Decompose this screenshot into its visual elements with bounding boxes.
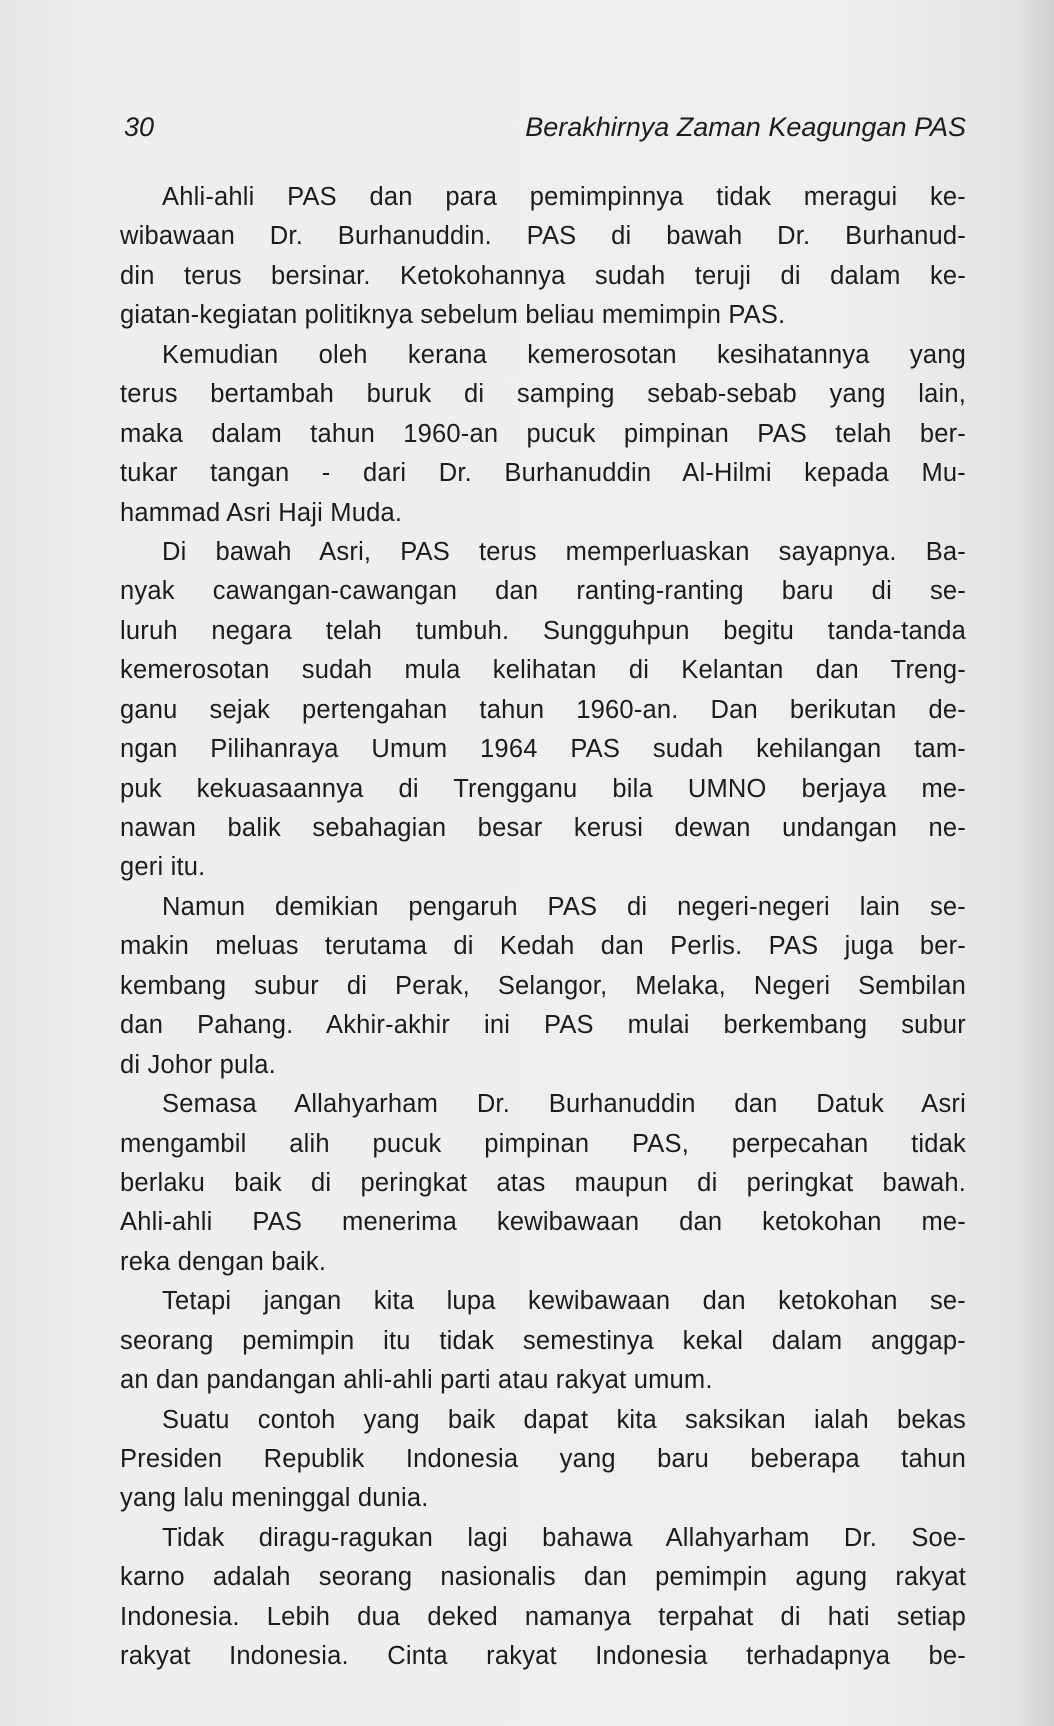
text-line: din terus bersinar. Ketokohannya sudah teruji di dalam ke- (120, 261, 966, 290)
text-line: Di bawah Asri, PAS terus memperluaskan sayapnya. Ba- (162, 537, 966, 566)
text-line: nyak cawangan-cawangan dan ranting-ranting baru di se- (120, 577, 966, 606)
paragraph (120, 888, 966, 1085)
text-line: Tetapi jangan kita lupa kewibawaan dan ketokohan se- (162, 1287, 966, 1316)
text-line: Indonesia. Lebih dua deked namanya terpahat di hati setiap (120, 1602, 966, 1631)
text-line: reka dengan baik. (120, 1247, 327, 1276)
text-line: puk kekuasaannya di Trengganu bila UMNO berjaya me- (120, 774, 966, 803)
text-line: yang lalu meninggal dunia. (120, 1484, 429, 1513)
text-line: nawan balik sebahagian besar kerusi dewan undangan ne- (120, 814, 966, 842)
paragraph (120, 336, 966, 533)
text-line: kemerosotan sudah mula kelihatan di Kelantan dan Treng- (120, 656, 966, 685)
text-line: Tidak diragu-ragukan lagi bahawa Allahyarham Dr. Soe- (162, 1523, 966, 1552)
text-line: mengambil alih pucuk pimpinan PAS, perpecahan tidak (120, 1129, 966, 1158)
text-line: ganu sejak pertengahan tahun 1960-an. Dan berikutan de- (120, 695, 966, 724)
text-line: ngan Pilihanraya Umum 1964 PAS sudah kehilangan tam- (120, 735, 966, 764)
text-line: wibawaan Dr. Burhanuddin. PAS di bawah Dr. Burhanud- (120, 222, 966, 251)
text-line: Semasa Allahyarham Dr. Burhanuddin dan Datuk Asri (162, 1090, 966, 1119)
text-line: di Johor pula. (120, 1050, 276, 1079)
text-line: maka dalam tahun 1960-an pucuk pimpinan PAS telah ber- (120, 419, 966, 448)
paragraph (120, 1085, 966, 1282)
paragraph (120, 178, 966, 336)
text-line: Presiden Republik Indonesia yang baru beberapa tahun (120, 1445, 966, 1473)
text-line: Kemudian oleh kerana kemerosotan kesihatannya yang (162, 340, 966, 369)
text-line: makin meluas terutama di Kedah dan Perlis. PAS juga ber- (120, 932, 966, 961)
paragraph (120, 533, 966, 888)
text-line: kembang subur di Perak, Selangor, Melaka, Negeri Sembilan (120, 971, 966, 1000)
text-line: hammad Asri Haji Muda. (120, 498, 403, 527)
text-line: Ahli-ahli PAS menerima kewibawaan dan ketokohan me- (120, 1208, 966, 1237)
body-text (120, 178, 966, 1677)
text-line: terus bertambah buruk di samping sebab-sebab yang lain, (120, 380, 966, 409)
page-number: 30 (124, 112, 155, 142)
text-line: an dan pandangan ahli-ahli parti atau rakyat umum. (120, 1366, 713, 1395)
text-line: giatan-kegiatan politiknya sebelum beliau memimpin PAS. (120, 301, 786, 330)
text-line: luruh negara telah tumbuh. Sungguhpun begitu tanda-tanda (120, 616, 966, 645)
text-line: rakyat Indonesia. Cinta rakyat Indonesia terhadapnya be- (120, 1642, 966, 1671)
text-line: Namun demikian pengaruh PAS di negeri-negeri lain se- (162, 892, 966, 921)
text-line: karno adalah seorang nasionalis dan pemimpin agung rakyat (120, 1563, 966, 1592)
text-line: dan Pahang. Akhir-akhir ini PAS mulai berkembang subur (120, 1011, 966, 1040)
text-line: Suatu contoh yang baik dapat kita saksikan ialah bekas (162, 1405, 966, 1434)
running-title: Berakhirnya Zaman Keagungan PAS (525, 112, 966, 142)
paragraph (120, 1401, 966, 1519)
text-line: berlaku baik di peringkat atas maupun di peringkat bawah. (120, 1168, 966, 1197)
text-line: seorang pemimpin itu tidak semestinya kekal dalam anggap- (120, 1326, 966, 1355)
text-line: geri itu. (120, 853, 206, 882)
text-line: Ahli-ahli PAS dan para pemimpinnya tidak meragui ke- (162, 183, 966, 211)
paragraph (120, 1519, 966, 1677)
paragraph (120, 1282, 966, 1400)
text-line: tukar tangan - dari Dr. Burhanuddin Al-Hilmi kepada Mu- (120, 459, 966, 488)
